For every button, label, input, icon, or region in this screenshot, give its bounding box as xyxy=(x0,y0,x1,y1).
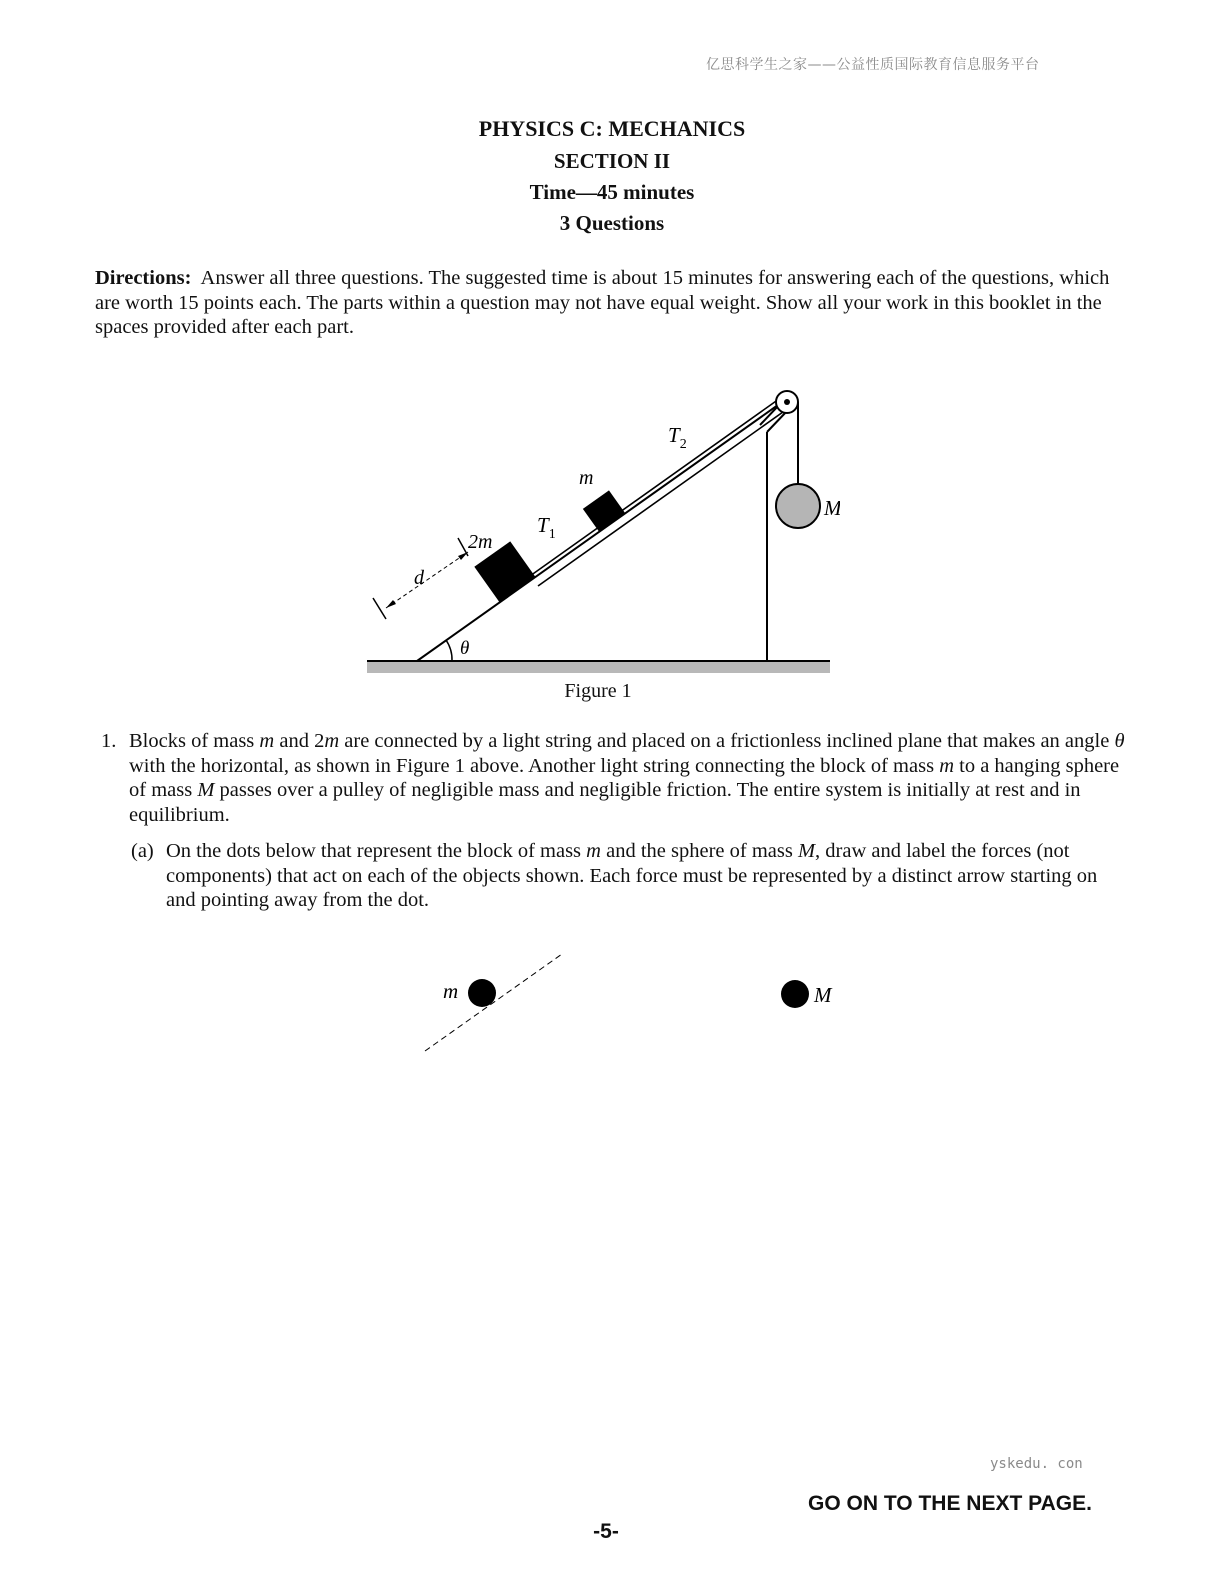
dots-drawing xyxy=(400,940,860,1060)
question-1-text: Blocks of mass m and 2m are connected by a light string and placed on a frictionless inclined plane that makes an angle θ with the horizontal, as shown in Figure 1 above. Another light string connecting the block of mass m to a hanging sphere of mass M passes over a pulley of negligible mass and negligible friction. The entire system is initially at rest and in equilibrium. xyxy=(129,730,1125,826)
label-sphere-M: M xyxy=(824,496,840,520)
incline-diagram xyxy=(360,380,840,680)
pulley-axle xyxy=(784,399,790,405)
part-a-text: On the dots below that represent the block of mass m and the sphere of mass M, draw and label the forces (not components) that act on each of the objects shown. Each force must be represented by a distinct arrow starting on and pointing away from the dot. xyxy=(166,840,1098,911)
question-1 xyxy=(101,729,1131,827)
directions-label: Directions: xyxy=(95,267,192,289)
d-arrow-right xyxy=(458,552,468,560)
block-m xyxy=(583,490,625,531)
label-d: d xyxy=(414,567,424,589)
label-m-block: m xyxy=(579,467,594,489)
watermark-bottom: yskedu. con xyxy=(990,1456,1083,1472)
d-dimension-line xyxy=(386,552,468,608)
free-body-dots xyxy=(400,940,860,1065)
dot-M[interactable] xyxy=(781,980,809,1008)
time-limit: Time—45 minutes xyxy=(529,180,695,204)
label-theta: θ xyxy=(460,638,470,659)
dot-m[interactable] xyxy=(468,979,496,1007)
go-on-notice: GO ON TO THE NEXT PAGE. xyxy=(808,1492,1092,1515)
part-a xyxy=(131,839,1131,913)
directions xyxy=(95,266,1135,340)
label-2m-block: 2m xyxy=(468,531,493,553)
page-number: -5- xyxy=(593,1520,619,1543)
question-count: 3 Questions xyxy=(559,211,665,235)
label-t1: $T_1$ xyxy=(537,513,556,542)
question-number: 1. xyxy=(101,730,117,752)
part-a-label: (a) xyxy=(131,840,154,862)
d-arrow-left xyxy=(386,600,396,608)
ground-surface xyxy=(367,662,830,673)
d-tick-left xyxy=(373,598,386,619)
figure-1 xyxy=(360,380,840,685)
dot-m-label: m xyxy=(443,979,459,1003)
watermark-top: 亿思科学生之家——公益性质国际教育信息服务平台 xyxy=(706,57,1040,73)
figure-caption: Figure 1 xyxy=(564,680,632,702)
label-t2: $T_2$ xyxy=(668,423,687,452)
dot-M-label: M xyxy=(814,983,832,1007)
theta-arc xyxy=(446,640,452,661)
exam-title: PHYSICS C: MECHANICS xyxy=(478,116,746,141)
string-t2-bottom xyxy=(538,407,790,586)
directions-text: Answer all three questions. The suggested time is about 15 minutes for answering each of the questions, which are worth 15 points each. The parts within a question may not have equal weight. Show all your work in this booklet in the spaces provided after each part. xyxy=(95,267,1110,338)
sphere-M xyxy=(776,484,820,528)
section-title: SECTION II xyxy=(553,149,671,173)
string-t2-top xyxy=(530,394,786,576)
